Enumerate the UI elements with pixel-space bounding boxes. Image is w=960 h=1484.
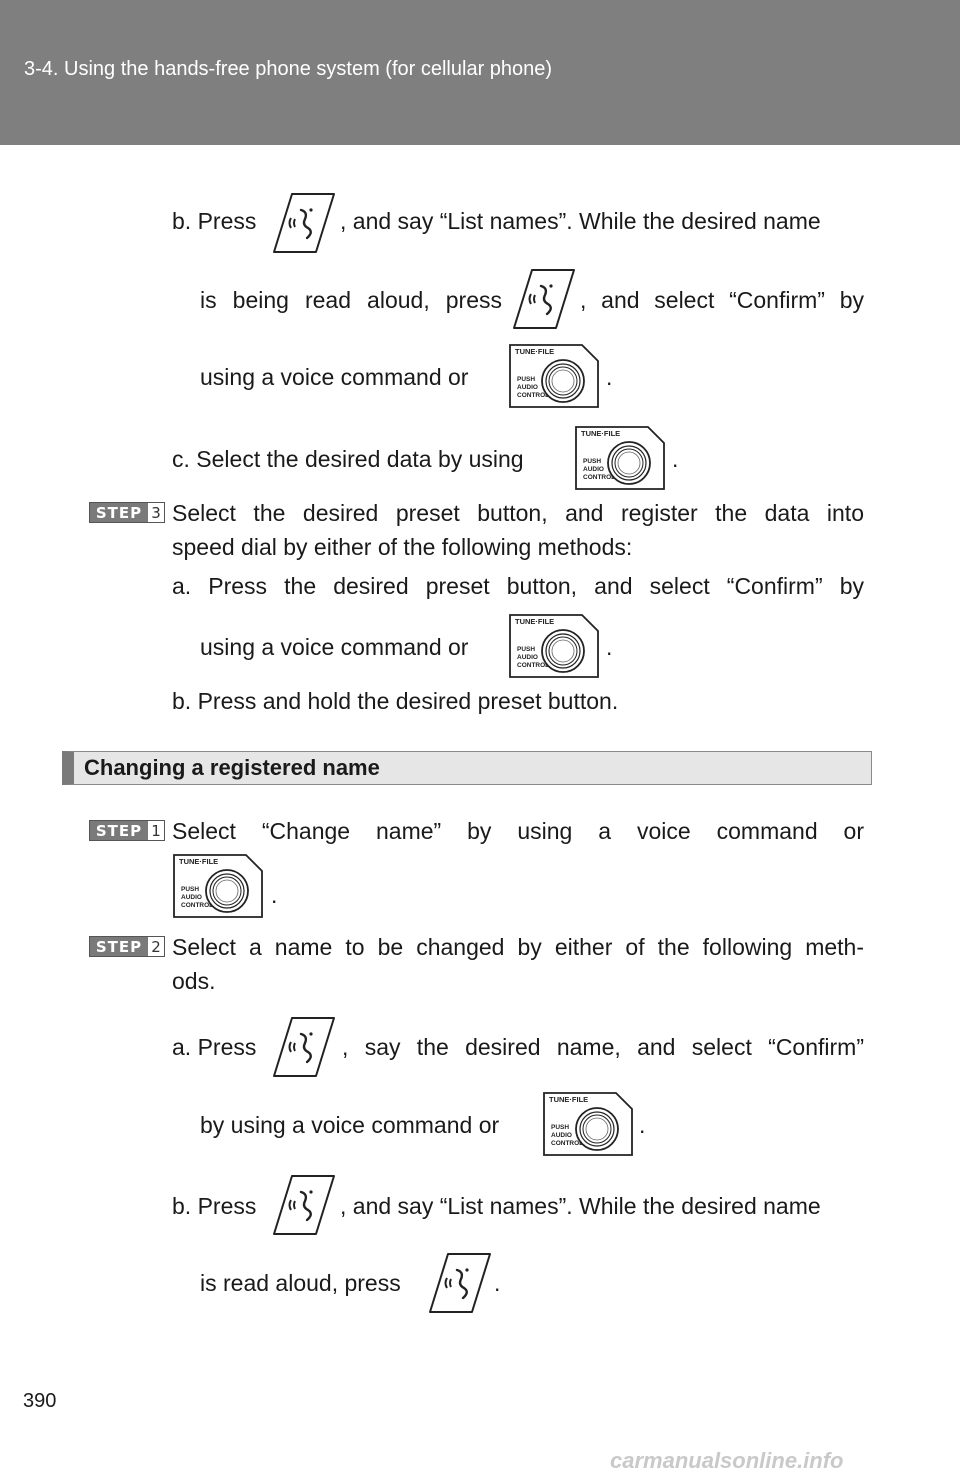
step-number: 3: [151, 503, 161, 522]
period: .: [606, 634, 613, 660]
voice-command-button-icon: [512, 268, 576, 330]
voice-command-button-icon: [272, 1016, 336, 1078]
tune-file-knob-icon: [508, 343, 600, 409]
section-heading: [62, 751, 872, 785]
voice-command-button-icon: [428, 1252, 492, 1314]
period: .: [639, 1112, 646, 1138]
text-c-line: c. Select the desired data by using: [172, 446, 524, 472]
step2-b-line2: is read aloud, press: [200, 1270, 401, 1296]
step1-line1: Select “Change name” by using a voice command or: [172, 818, 864, 844]
step3-a-line1: a. Press the desired preset button, and select “Confirm” by: [172, 573, 864, 599]
tune-file-knob-icon: [172, 853, 264, 919]
step-label: STEP: [90, 503, 148, 522]
step2-b-press: b. Press: [172, 1193, 257, 1219]
step3-line1: Select the desired preset button, and register the data into: [172, 500, 864, 526]
voice-command-button-icon: [272, 1174, 336, 1236]
step-number: 2: [151, 937, 161, 956]
header-title: 3-4. Using the hands-free phone system (for cellular phone): [24, 58, 553, 80]
step2-b-line1: , and say “List names”. While the desired name: [340, 1193, 821, 1219]
period: .: [672, 446, 679, 472]
step-number: 1: [151, 821, 161, 840]
step2-line1: Select a name to be changed by either of the following meth-: [172, 934, 864, 960]
section-title: Changing a registered name: [84, 755, 380, 780]
step3-line2: speed dial by either of the following methods:: [172, 534, 633, 560]
step2-a-line1: , say the desired name, and select “Confirm”: [342, 1034, 864, 1060]
tune-file-knob-icon: [574, 425, 666, 491]
step-label: STEP: [90, 937, 148, 956]
period: .: [494, 1270, 501, 1296]
step-badge-2: [89, 936, 165, 957]
watermark: carmanualsonline.info: [610, 1448, 844, 1473]
page-number: 390: [23, 1390, 57, 1412]
text-b-press: b. Press: [172, 208, 257, 234]
step3-b-line: b. Press and hold the desired preset button.: [172, 688, 619, 714]
tune-file-knob-icon: [508, 613, 600, 679]
text-b-line2-post: , and select “Confirm” by: [580, 287, 864, 313]
step-badge-1: [89, 820, 165, 841]
step2-a-press: a. Press: [172, 1034, 257, 1060]
text-b-line3: using a voice command or: [200, 364, 469, 390]
header-band: [0, 0, 960, 145]
step-badge-3: [89, 502, 165, 523]
tune-file-knob-icon: [542, 1091, 634, 1157]
period: .: [271, 882, 278, 908]
text-b-line1: , and say “List names”. While the desired name: [340, 208, 821, 234]
step-label: STEP: [90, 821, 148, 840]
voice-command-button-icon: [272, 192, 336, 254]
step3-a-line2: using a voice command or: [200, 634, 469, 660]
text-b-line2-pre: is being read aloud, press: [200, 287, 502, 313]
step2-line2: ods.: [172, 968, 216, 994]
step2-a-line2: by using a voice command or: [200, 1112, 500, 1138]
period: .: [606, 364, 613, 390]
